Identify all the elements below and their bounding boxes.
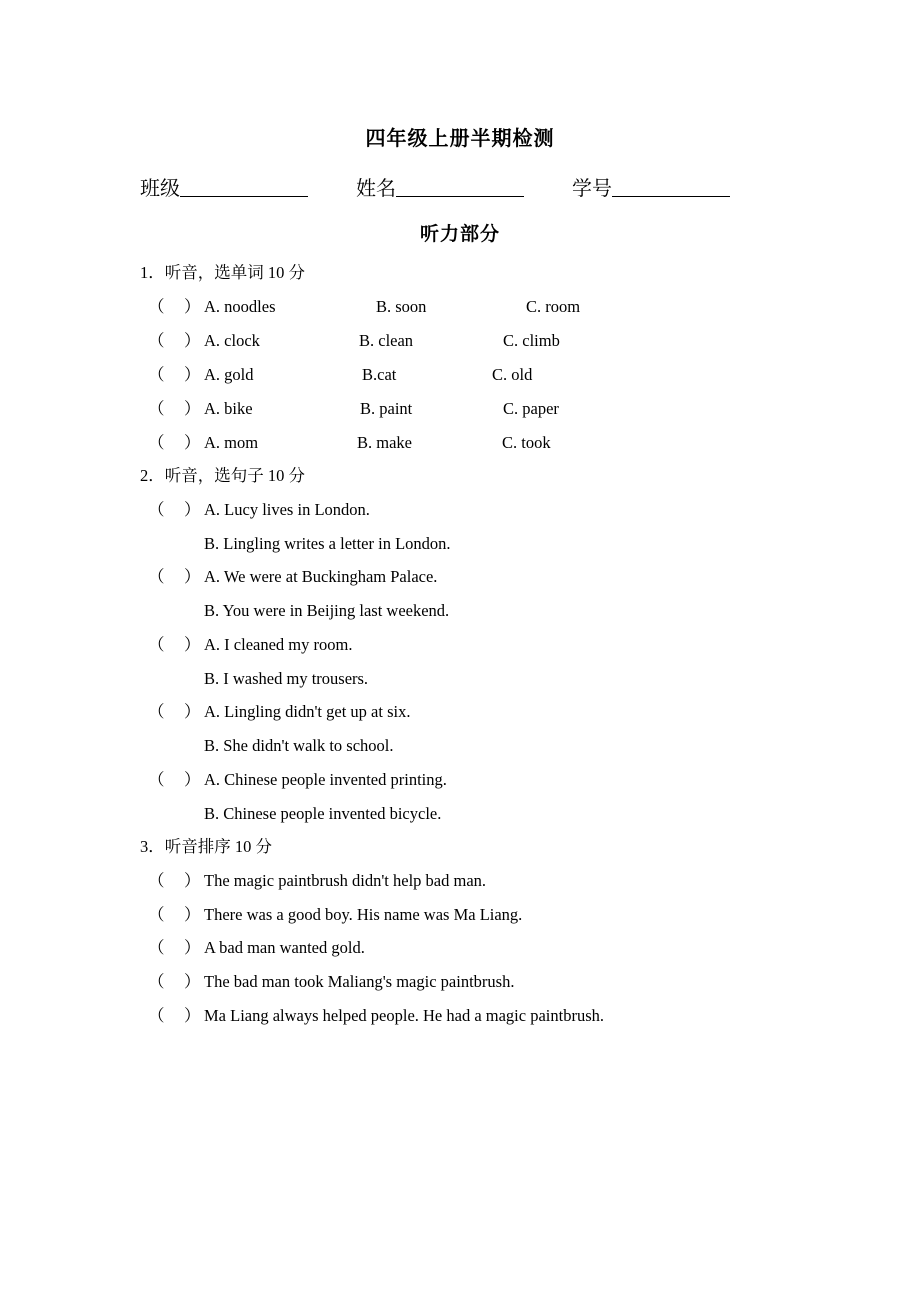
answer-paren-close: ） bbox=[184, 702, 201, 721]
q1-option-b: B. paint bbox=[360, 399, 413, 418]
q1-option-a: A. bike bbox=[204, 399, 253, 418]
answer-paren-close: ） bbox=[184, 567, 201, 586]
q1-option-c: C. took bbox=[502, 433, 551, 452]
q2-option-a: A. Lingling didn't get up at six. bbox=[204, 702, 411, 721]
answer-paren-close: ） bbox=[184, 635, 201, 654]
class-field-group bbox=[140, 172, 308, 201]
answer-paren-close: ） bbox=[184, 500, 201, 519]
answer-paren-open[interactable]: （ bbox=[148, 905, 165, 924]
class-blank[interactable] bbox=[180, 176, 308, 197]
q1-option-a: A. gold bbox=[204, 365, 254, 384]
q1-row bbox=[0, 398, 920, 420]
answer-paren-open[interactable]: （ bbox=[148, 297, 165, 316]
q3-heading: 3．听音排序 10 分 bbox=[140, 837, 272, 856]
q1-option-c: C. climb bbox=[503, 331, 560, 350]
answer-paren-open[interactable]: （ bbox=[148, 972, 165, 991]
q1-option-b: B.cat bbox=[362, 365, 397, 384]
q2-option-a: A. I cleaned my room. bbox=[204, 635, 353, 654]
answer-paren-close: ） bbox=[184, 297, 201, 316]
q1-option-b: B. clean bbox=[359, 331, 414, 350]
q3-item bbox=[0, 870, 920, 892]
q2-item bbox=[0, 499, 920, 521]
answer-paren-open[interactable]: （ bbox=[148, 399, 165, 418]
answer-paren-open[interactable]: （ bbox=[148, 938, 165, 957]
answer-paren-close: ） bbox=[184, 433, 201, 452]
number-blank[interactable] bbox=[612, 176, 730, 197]
answer-paren-open[interactable]: （ bbox=[148, 331, 165, 350]
q3-sentence: Ma Liang always helped people. He had a magic paintbrush. bbox=[204, 1006, 604, 1025]
answer-paren-close: ） bbox=[184, 972, 201, 991]
answer-paren-open[interactable]: （ bbox=[148, 702, 165, 721]
q2-item bbox=[0, 769, 920, 791]
answer-paren-close: ） bbox=[184, 770, 201, 789]
q2-item bbox=[0, 701, 920, 723]
q1-option-a: A. mom bbox=[204, 433, 259, 452]
answer-paren-open[interactable]: （ bbox=[148, 871, 165, 890]
answer-paren-open[interactable]: （ bbox=[148, 365, 165, 384]
answer-paren-close: ） bbox=[184, 365, 201, 384]
q2-item bbox=[0, 634, 920, 656]
q2-option-b: B. Chinese people invented bicycle. bbox=[204, 804, 442, 823]
q2-option-b: B. You were in Beijing last weekend. bbox=[204, 601, 450, 620]
number-field-group bbox=[572, 172, 730, 201]
q1-option-a: A. clock bbox=[204, 331, 260, 350]
q2-option-b: B. Lingling writes a letter in London. bbox=[204, 534, 451, 553]
answer-paren-open[interactable]: （ bbox=[148, 1006, 165, 1025]
name-label: 姓名 bbox=[356, 178, 396, 200]
student-info-row bbox=[140, 172, 780, 200]
q1-option-b: B. make bbox=[357, 433, 412, 452]
q1-option-c: C. old bbox=[492, 365, 533, 384]
answer-paren-close: ） bbox=[184, 938, 201, 957]
page-title: 四年级上册半期检测 bbox=[365, 128, 555, 150]
q3-item bbox=[0, 1005, 920, 1027]
answer-paren-close: ） bbox=[184, 399, 201, 418]
section-title: 听力部分 bbox=[419, 224, 500, 245]
q3-item bbox=[0, 937, 920, 959]
q2-option-a: A. Lucy lives in London. bbox=[204, 500, 370, 519]
answer-paren-open[interactable]: （ bbox=[148, 635, 165, 654]
q3-sentence: The bad man took Maliang's magic paintbrush. bbox=[204, 972, 515, 991]
answer-paren-open[interactable]: （ bbox=[148, 567, 165, 586]
q3-sentence: The magic paintbrush didn't help bad man. bbox=[204, 871, 487, 890]
q3-item bbox=[0, 971, 920, 993]
q2-option-a: A. Chinese people invented printing. bbox=[204, 770, 447, 789]
q3-sentence: A bad man wanted gold. bbox=[204, 938, 365, 957]
q3-sentence: There was a good boy. His name was Ma Liang. bbox=[204, 905, 523, 924]
q1-row bbox=[0, 364, 920, 386]
q2-item bbox=[0, 566, 920, 588]
q1-option-a: A. noodles bbox=[204, 297, 276, 316]
q1-row bbox=[0, 432, 920, 454]
q2-option-b: B. She didn't walk to school. bbox=[204, 736, 394, 755]
number-label: 学号 bbox=[572, 178, 612, 200]
q1-option-c: C. room bbox=[526, 297, 581, 316]
q2-option-b: B. I washed my trousers. bbox=[204, 669, 369, 688]
answer-paren-close: ） bbox=[184, 905, 201, 924]
q1-row bbox=[0, 330, 920, 352]
q1-row bbox=[0, 296, 920, 318]
answer-paren-open[interactable]: （ bbox=[148, 770, 165, 789]
class-label: 班级 bbox=[140, 178, 180, 200]
answer-paren-close: ） bbox=[184, 1006, 201, 1025]
q2-heading: 2．听音，选句子 10 分 bbox=[140, 466, 305, 485]
answer-paren-open[interactable]: （ bbox=[148, 433, 165, 452]
q1-option-c: C. paper bbox=[503, 399, 559, 418]
name-field-group bbox=[356, 172, 524, 201]
answer-paren-close: ） bbox=[184, 331, 201, 350]
answer-paren-close: ） bbox=[184, 871, 201, 890]
name-blank[interactable] bbox=[396, 176, 524, 197]
q2-option-a: A. We were at Buckingham Palace. bbox=[204, 567, 438, 586]
q3-item bbox=[0, 904, 920, 926]
answer-paren-open[interactable]: （ bbox=[148, 500, 165, 519]
q1-heading: 1．听音，选单词 10 分 bbox=[140, 263, 305, 282]
q1-option-b: B. soon bbox=[376, 297, 427, 316]
